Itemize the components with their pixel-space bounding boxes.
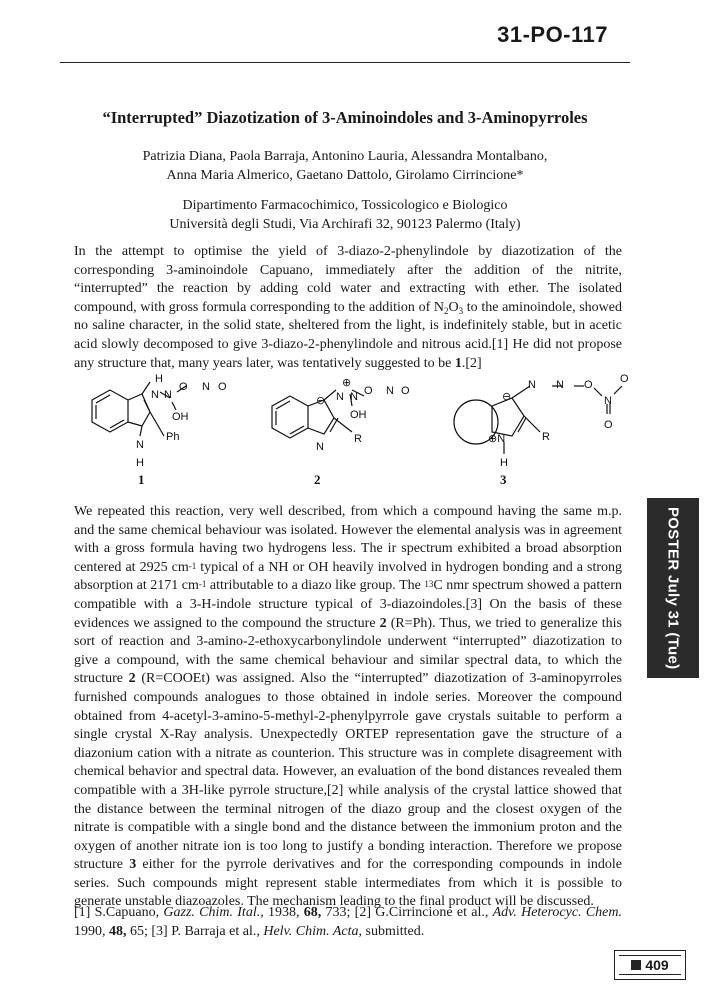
s1-h: H bbox=[155, 373, 163, 385]
author-line: Anna Maria Almerico, Gaetano Dattolo, Girolamo Cirrincione* bbox=[166, 168, 524, 183]
benzene-ring-2 bbox=[272, 396, 308, 438]
s3-n1: N bbox=[528, 379, 536, 391]
chemical-structures-figure bbox=[74, 370, 634, 495]
s2-oh: OH bbox=[350, 409, 367, 421]
poster-date-tab bbox=[647, 498, 699, 678]
author-line: Patrizia Diana, Paola Barraja, Antonino Lauria, Alessandra Montalbano, bbox=[142, 149, 548, 164]
s2-r: R bbox=[354, 433, 362, 445]
s3-o3: O bbox=[620, 373, 629, 385]
s3-minus: ⊖ bbox=[502, 391, 512, 403]
structure-label-2: 2 bbox=[314, 472, 321, 487]
s2-plus: ⊕ bbox=[342, 377, 352, 389]
page-number-box bbox=[614, 950, 686, 980]
s1-n2: N bbox=[164, 389, 172, 401]
header-rule bbox=[60, 62, 630, 63]
s3-ring-n: ⊕N bbox=[488, 433, 506, 445]
results-paragraph: We repeated this reaction, very well described, from which a compound having the same m.p. and the same chemical behaviour was isolated. However the elemental analysis was in agreement with a gross formula having two hydrogens less. The ir spectrum exhibited a broad absorption centered at 2925 $cm^{-1}$ typical of a NH or OH heavily involved in hydrogen bonding and a strong absorption at 2171 $cm^{-1}$ attributable to a diazo like group. The $^{13}$C nmr spectrum showed a pattern compatible with a 3-H-indole structure typical of 3-diazoindoles.[3] On the basis of these evidences we assigned to the compound the structure 2 (R=Ph). Thus, we tried to generalize this sort of reaction and 3-amino-2-ethoxycarbonylindole underwent “interrupted” diazotization to give a compound, with the same chemical behaviour and similar spectral data, to which the structure 2 (R=COOEt) was assigned. Also the “interrupted” diazotization of 3-aminopyrroles furnished compounds analogues to those obtained in indole series. Moreover the compound obtained from 4-acetyl-3-amino-5-methyl-2-phenylpyrrole gave crystals suitable to perform a single crystal X-Ray analysis. Unexpectedly ORTEP representation gave the structure of a diazonium cation with a nitrate as counterion. This structure was in complete disagreement with chemical behavior and spectral data. However, an evaluation of the bond distances revealed them compatible with a 3H-like pyrrole structure,[2] while analysis of the crystal lattice showed that the distance between the terminal nitrogen of the diazo group and the closest oxygen of the nitrate is compatible with a single bond and the distance between the immonium proton and the oxygen of another nitrate ion is too long to justify a bonding interaction. Therefore we propose structure 3 either for the pyrrole derivatives and for the corresponding compounds in indole series. Such compounds might represent stable intermediates from which it is possible to generate unstable diazoazoles. The mechanism leading to the final product will be discussed. bbox=[74, 504, 623, 910]
s3-r: R bbox=[542, 431, 550, 443]
poster-code: 31-PO-117 bbox=[497, 22, 608, 47]
page-number: 409 bbox=[645, 957, 669, 973]
structure-label-1: 1 bbox=[138, 472, 145, 487]
s2-o1: O bbox=[364, 385, 373, 397]
s1-o2: O bbox=[218, 381, 227, 393]
s2-n1: N bbox=[336, 391, 344, 403]
benzene-ring-1 bbox=[92, 390, 128, 432]
s2-o2: O bbox=[401, 385, 410, 397]
s2-n2: N bbox=[350, 391, 358, 403]
s2-ring-n: N bbox=[316, 441, 324, 453]
s3-o2: O bbox=[604, 419, 613, 431]
s2-n3: N bbox=[386, 385, 394, 397]
s1-o1: O bbox=[179, 381, 188, 393]
affiliation-line: Università degli Studi, Via Archirafi 32, 90123 Palermo (Italy) bbox=[169, 217, 521, 232]
s1-ring-n: N bbox=[136, 439, 144, 451]
s1-ph: Ph bbox=[166, 431, 180, 443]
author-list bbox=[60, 147, 630, 185]
s3-n2: N bbox=[556, 379, 564, 391]
affiliation bbox=[60, 196, 630, 234]
affiliation-line: Dipartimento Farmacochimico, Tossicologico e Biologico bbox=[182, 198, 508, 213]
s3-h: H bbox=[500, 457, 508, 469]
s1-n1: N bbox=[151, 389, 159, 401]
s3-n3: N bbox=[604, 395, 612, 407]
structure-label-3: 3 bbox=[500, 472, 507, 487]
s1-ring-h: H bbox=[136, 457, 144, 469]
s1-n3: N bbox=[202, 381, 210, 393]
paper-title: “Interrupted” Diazotization of 3-Aminoindoles and 3-Aminopyrroles bbox=[102, 108, 588, 127]
square-bullet-icon bbox=[631, 960, 641, 970]
s1-oh: OH bbox=[172, 411, 189, 423]
references: [1] S.Capuano, Gazz. Chim. Ital., 1938, 68, 733; [2] G.Cirrincione et al., Adv. Heterocyc. Chem. 1990, 48, 65; [3] P. Barraja et al., Helv. Chim. Acta, submitted. bbox=[74, 905, 622, 939]
poster-date-label: POSTER July 31 (Tue) bbox=[664, 506, 682, 670]
s2-minus: ⊖ bbox=[316, 395, 326, 407]
s3-o1: O bbox=[584, 379, 593, 391]
intro-paragraph: In the attempt to optimise the yield of 3-diazo-2-phenylindole by diazotization of the corresponding 3-aminoindole Capuano, immediately after the addition of the nitrite, “interrupted” the reaction by adding cold water and extracting with ether. The isolated compound, with gross formula corresponding to the addition of $N_2O_3$ to the aminoindole, showed no saline character, in the solid state, sheltered from the light, is indefinitely stable, but in acetic acid slowly decomposed to give 3-diazo-2-phenylindole and nitrous acid.[1] He did not propose any structure that, many years later, was tentatively suggested to be 1.[2] bbox=[74, 244, 622, 371]
